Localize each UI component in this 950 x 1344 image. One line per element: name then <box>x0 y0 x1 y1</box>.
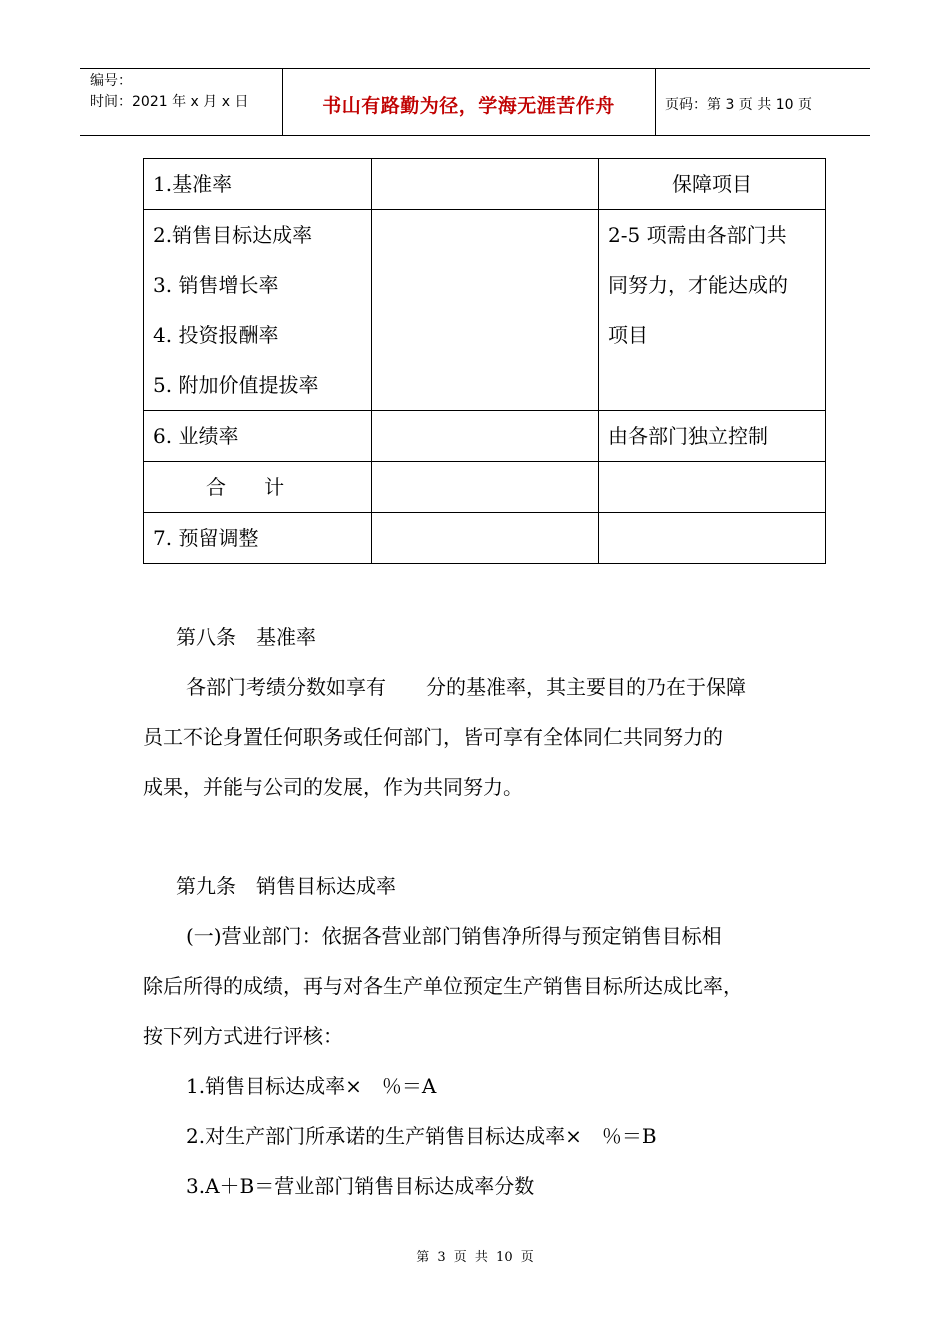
table-cell: 保障项目 <box>599 159 826 210</box>
article-8-text: 员工不论身置任何职务或任何部门，皆可享有全体同仁共同努力的 <box>143 725 723 749</box>
table-row <box>144 411 826 462</box>
article-9-title: 第九条 销售目标达成率 <box>176 874 396 898</box>
table-cell: 6. 业绩率 <box>144 411 372 462</box>
table-cell <box>599 462 826 513</box>
header-meta <box>90 71 248 113</box>
table-cell: 2.销售目标达成率 3. 销售增长率 4. 投资报酬率 5. 附加价值提拔率 <box>144 210 372 411</box>
table-cell: 7. 预留调整 <box>144 513 372 564</box>
article-9-text: (一)营业部门：依据各营业部门销售净所得与预定销售目标相 <box>186 924 722 948</box>
page-header <box>80 68 870 136</box>
list-item: 1.销售目标达成率× ％＝A <box>186 1074 437 1098</box>
table-cell: 合 计 <box>144 462 372 513</box>
header-page-number: 页码：第 3 页 共 10 页 <box>665 97 812 113</box>
table-row <box>144 159 826 210</box>
table-cell <box>372 513 599 564</box>
table-row <box>144 513 826 564</box>
article-9-text: 除后所得的成绩，再与对各生产单位预定生产销售目标所达成比率， <box>143 974 743 998</box>
header-motto: 书山有路勤为径，学海无涯苦作舟 <box>322 95 615 117</box>
article-9-text: 按下列方式进行评核： <box>143 1024 343 1048</box>
table-cell <box>599 513 826 564</box>
table-cell: 由各部门独立控制 <box>599 411 826 462</box>
page-footer: 第 3 页 共 10 页 <box>416 1250 534 1265</box>
article-8-text: 成果，并能与公司的发展，作为共同努力。 <box>143 775 523 799</box>
article-8-text: 各部门考绩分数如享有 分的基准率，其主要目的乃在于保障 <box>186 675 746 699</box>
header-number: 编号： <box>90 73 132 89</box>
table-row <box>144 210 826 411</box>
list-item: 3.A＋B＝营业部门销售目标达成率分数 <box>186 1174 535 1198</box>
table-cell <box>372 462 599 513</box>
article-8-title: 第八条 基准率 <box>176 625 316 649</box>
table-cell: 2-5 项需由各部门共 同努力，才能达成的 项目 <box>599 210 826 411</box>
list-item: 2.对生产部门所承诺的生产销售目标达成率× ％＝B <box>186 1124 657 1148</box>
table-cell <box>372 159 599 210</box>
table-cell <box>372 210 599 411</box>
table-row <box>144 462 826 513</box>
header-divider <box>655 69 656 135</box>
rating-table <box>143 158 826 564</box>
table-cell: 1.基准率 <box>144 159 372 210</box>
header-time: 时间：2021 年 x 月 x 日 <box>90 94 249 110</box>
table-cell <box>372 411 599 462</box>
